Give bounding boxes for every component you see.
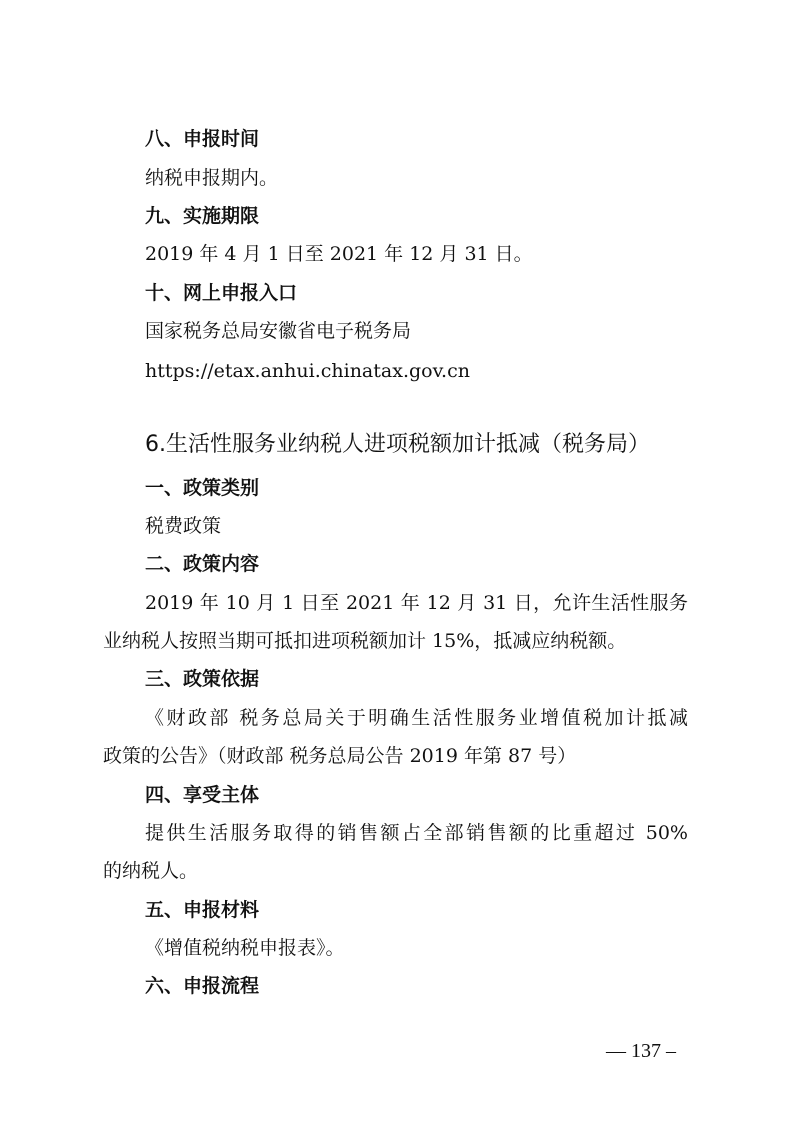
policy-basis-line-2: 政策的公告》（财政部 税务总局公告 2019 年第 87 号） bbox=[103, 745, 577, 767]
filing-process-heading: 六、申报流程 bbox=[145, 975, 260, 997]
policy-content-line-2: 业纳税人按照当期可抵扣进项税额加计 15%，抵减应纳税额。 bbox=[103, 630, 627, 652]
section-8-heading: 八、申报时间 bbox=[145, 128, 260, 150]
eligible-entity-line-2: 的纳税人。 bbox=[103, 860, 199, 882]
policy-title: 6.生活性服务业纳税人进项税额加计抵减（税务局） bbox=[145, 432, 650, 457]
page-number: — 137 – bbox=[606, 1040, 676, 1062]
online-portal-name: 国家税务总局安徽省电子税务局 bbox=[145, 320, 412, 342]
section-9-text: 2019 年 4 月 1 日至 2021 年 12 月 31 日。 bbox=[145, 243, 533, 265]
filing-materials-heading: 五、申报材料 bbox=[145, 899, 260, 921]
section-9-heading: 九、实施期限 bbox=[145, 205, 260, 227]
policy-category-text: 税费政策 bbox=[145, 515, 222, 537]
policy-content-heading: 二、政策内容 bbox=[145, 553, 260, 575]
section-8-text: 纳税申报期内。 bbox=[145, 167, 279, 189]
section-10-heading: 十、网上申报入口 bbox=[145, 282, 298, 304]
filing-materials-text: 《增值税纳税申报表》。 bbox=[145, 937, 345, 959]
eligible-entity-heading: 四、享受主体 bbox=[145, 784, 260, 806]
policy-category-heading: 一、政策类别 bbox=[145, 477, 260, 499]
policy-content-line-1: 2019 年 10 月 1 日至 2021 年 12 月 31 日，允许生活性服务 bbox=[145, 592, 688, 614]
online-portal-url: https://etax.anhui.chinatax.gov.cn bbox=[145, 360, 470, 382]
policy-basis-line-1: 《财政部 税务总局关于明确生活性服务业增值税加计抵减 bbox=[145, 707, 688, 729]
policy-basis-heading: 三、政策依据 bbox=[145, 668, 260, 690]
eligible-entity-line-1: 提供生活服务取得的销售额占全部销售额的比重超过 50% bbox=[145, 822, 688, 844]
